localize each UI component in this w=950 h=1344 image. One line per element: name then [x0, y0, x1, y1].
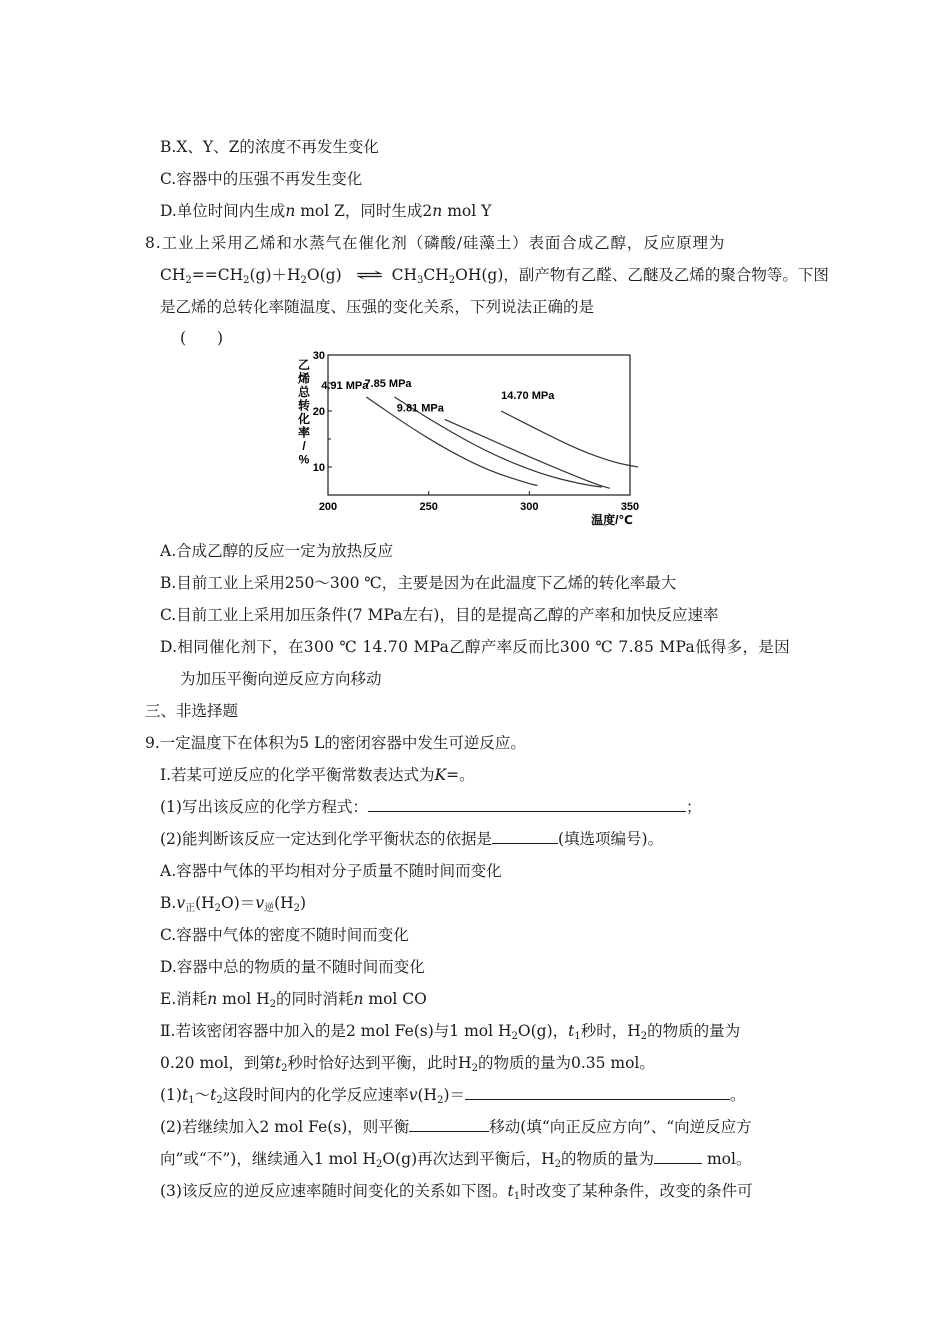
- q9-option-d: D.容器中总的物质的量不随时间而变化: [160, 958, 425, 976]
- q8-option-a: A.合成乙醇的反应一定为放热反应: [160, 542, 394, 560]
- series-label-4: 14.70 MPa: [501, 390, 555, 402]
- q9-part1-q2: (2)能判断该反应一定达到化学平衡状态的依据是 (填选项编号)。: [160, 830, 664, 848]
- q8-option-b: B.目前工业上采用250～300 ℃，主要是因为在此温度下乙烯的转化率最大: [160, 574, 677, 592]
- q9-part2-q3: (3)该反应的逆反应速率随时间变化的关系如下图。$t_1$时改变了某种条件，改变的条件可: [160, 1182, 753, 1202]
- y-tick-label: 20: [312, 406, 325, 418]
- series-line-4: [501, 411, 638, 467]
- q8-answer-paren: ( ): [180, 329, 224, 347]
- q9-option-c: C.容器中气体的密度不随时间而变化: [160, 926, 409, 944]
- x-tick-label: 250: [419, 501, 438, 513]
- q9-part2-q1: $(1)t_1\sim t_2$这段时间内的化学反应速率$v(H_2)=$ 。: [160, 1086, 746, 1106]
- q9-option-a: A.容器中气体的平均相对分子质量不随时间而变化: [160, 862, 502, 880]
- y-axis-label-char: %: [298, 452, 310, 467]
- y-axis-label-char: 转: [297, 398, 311, 413]
- y-axis-label-char: 化: [297, 412, 311, 426]
- x-tick-label: 300: [520, 501, 539, 513]
- series-line-1: [366, 397, 537, 485]
- y-tick-label: 30: [312, 350, 325, 362]
- q8-equation-line: $CH_2==CH_2(g)+H_2O(g)$ ⇌ $CH_3CH_2OH(g)$，副产物有乙醛、乙醚及乙烯的聚合物等。下图: [160, 266, 829, 286]
- q9-part2-line2: 0.20 mol，到第$t_2$秒时恰好达到平衡，此时$H_2$的物质的量为0.35 mol。: [160, 1054, 655, 1074]
- q7-option-d: D.单位时间内生成n mol Z，同时生成2n mol Y: [160, 202, 492, 220]
- q9-option-e: E.消耗n mol $H_2$的同时消耗n mol CO: [160, 990, 427, 1010]
- q9-part2-q2-line1: (2)若继续加入2 mol Fe(s)，则平衡 移动(填“向正反应方向”、“向逆反应方: [160, 1118, 752, 1136]
- q7-option-c: C.容器中的压强不再发生变化: [160, 170, 363, 188]
- chart-frame: [328, 355, 630, 495]
- series-line-3: [445, 419, 610, 488]
- answer-blank[interactable]: [368, 797, 686, 812]
- q8-stem-line3: 是乙烯的总转化率随温度、压强的变化关系，下列说法正确的是: [160, 298, 595, 316]
- q9-part1-q1: (1)写出该反应的化学方程式： ；: [160, 798, 702, 816]
- chart-x-axis-label: 温度/℃: [591, 513, 633, 527]
- series-label-1: 4.91 MPa: [321, 380, 369, 392]
- y-axis-label-char: 乙: [297, 358, 311, 372]
- answer-blank[interactable]: [654, 1149, 702, 1164]
- y-axis-label-char: /: [302, 439, 306, 453]
- q9-option-b: $B.v_正(H_2O)=v_逆(H_2)$: [160, 894, 307, 914]
- x-tick-label: 200: [318, 501, 338, 513]
- y-axis-label-char: 烯: [297, 371, 311, 386]
- answer-blank[interactable]: [409, 1117, 489, 1132]
- q9-stem: 9.一定温度下在体积为5 L的密闭容器中发生可逆反应。: [145, 734, 526, 752]
- q8-stem-line1: 8.工业上采用乙烯和水蒸气在催化剂（磷酸/硅藻土）表面合成乙醇，反应原理为: [145, 234, 726, 252]
- answer-blank[interactable]: [492, 829, 558, 844]
- chart-y-axis-label: [297, 358, 311, 467]
- q9-part1-intro: Ⅰ.若某可逆反应的化学平衡常数表达式为K=。: [160, 766, 475, 784]
- equilibrium-arrow: ⇌: [354, 266, 384, 284]
- series-label-3: 9.81 MPa: [396, 402, 444, 415]
- q9-part2-line1: Ⅱ.若该密闭容器中加入的是2 mol Fe(s)与1 mol $H_2O(g)$，$t_1$秒时，$H_2$的物质的量为: [160, 1022, 741, 1042]
- q7-option-b: B.X、Y、Z的浓度不再发生变化: [160, 138, 379, 156]
- section-heading: 三、非选择题: [145, 702, 239, 720]
- y-axis-label-char: 总: [297, 385, 311, 399]
- q9-part2-q2-line2: 向”或“不”)，继续通入1 mol $H_2O(g)$再次达到平衡后，$H_2$的物质的量为 mol。: [160, 1150, 752, 1170]
- series-label-2: 7.85 MPa: [364, 378, 412, 390]
- x-tick-label: 350: [620, 501, 640, 513]
- answer-blank[interactable]: [465, 1085, 730, 1100]
- q8-option-d-line2: 为加压平衡向逆反应方向移动: [180, 670, 382, 688]
- conversion-chart: [290, 345, 660, 530]
- y-tick-label: 10: [312, 462, 325, 474]
- q8-option-c: C.目前工业上采用加压条件(7 MPa左右)，目的是提高乙醇的产率和加快反应速率: [160, 606, 719, 624]
- q8-option-d-line1: D.相同催化剂下，在300 ℃ 14.70 MPa乙醇产率反而比300 ℃ 7.85 MPa低得多，是因: [160, 638, 790, 656]
- y-axis-label-char: 率: [297, 425, 311, 440]
